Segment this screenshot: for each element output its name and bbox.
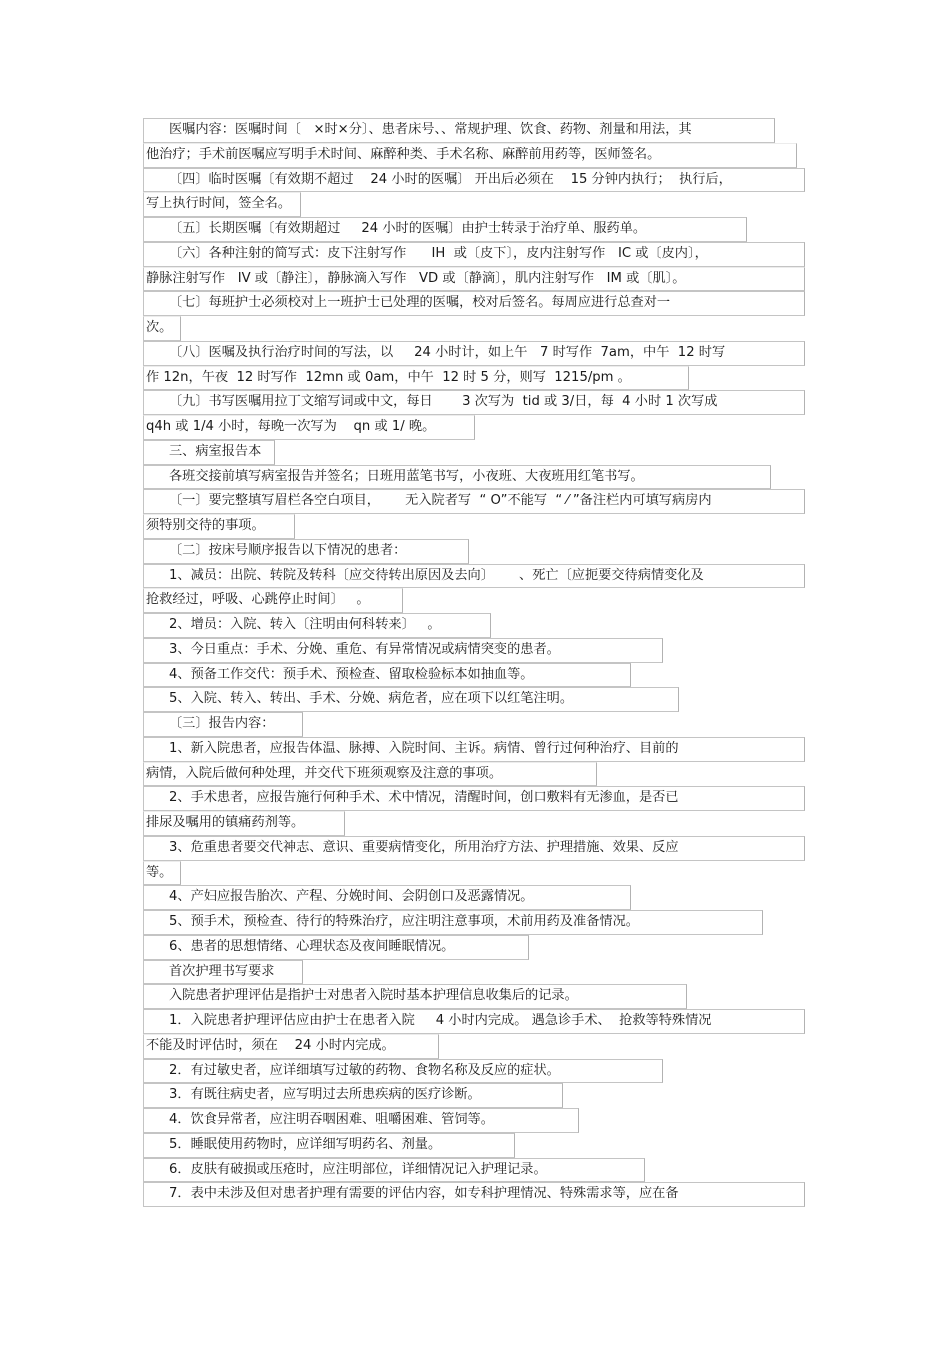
text-line: 〔八〕医嘱及执行治疗时间的写法，以 24 小时计，如上午 7 时写作 7am，中午 12 时写 bbox=[143, 341, 805, 366]
text-line: 4．饮食异常者，应注明吞咽困难、咀嚼困难、管饲等。 bbox=[143, 1108, 579, 1133]
text-line: 〔五〕长期医嘱〔有效期超过 24 小时的医嘱〕由护士转录于治疗单、服药单。 bbox=[143, 217, 747, 242]
text-line: 〔三〕报告内容： bbox=[143, 712, 303, 737]
text-line: 〔六〕各种注射的简写式：皮下注射写作 IH 或〔皮下〕，皮内注射写作 IC 或〔皮内〕， bbox=[143, 242, 805, 267]
text-line: 排尿及嘱用的镇痛药剂等。 bbox=[143, 811, 345, 836]
text-line: 6、患者的思想情绪、心理状态及夜间睡眠情况。 bbox=[143, 935, 529, 960]
text-line: 不能及时评估时，须在 24 小时内完成。 bbox=[143, 1034, 439, 1059]
text-line: 病情，入院后做何种处理，并交代下班须观察及注意的事项。 bbox=[143, 762, 597, 787]
text-line: 作 12n，午夜 12 时写作 12mn 或 0am，中午 12 时 5 分，则写 1215/pm 。 bbox=[143, 366, 689, 391]
text-line: 等。 bbox=[143, 861, 181, 886]
text-line: 首次护理书写要求 bbox=[143, 960, 303, 985]
text-line: 7．表中未涉及但对患者护理有需要的评估内容，如专科护理情况、特殊需求等，应在备 bbox=[143, 1182, 805, 1207]
text-line: 写上执行时间，签全名。 bbox=[143, 192, 301, 217]
text-line: q4h 或 1/4 小时，每晚一次写为 qn 或 1/ 晚。 bbox=[143, 415, 475, 440]
text-line: 须特别交待的事项。 bbox=[143, 514, 295, 539]
text-line: 2．有过敏史者，应详细填写过敏的药物、食物名称及反应的症状。 bbox=[143, 1059, 663, 1084]
text-line: 他治疗；手术前医嘱应写明手术时间、麻醉种类、手术名称、麻醉前用药等，医师签名。 bbox=[143, 143, 797, 168]
text-line: 三、病室报告本 bbox=[143, 440, 275, 465]
text-line: 5、预手术，预检查、待行的特殊治疗，应注明注意事项，术前用药及准备情况。 bbox=[143, 910, 763, 935]
text-line: 1．入院患者护理评估应由护士在患者入院 4 小时内完成。 遇急诊手术、 抢救等特殊情况 bbox=[143, 1009, 805, 1034]
text-line: 4、预备工作交代：预手术、预检查、留取检验标本如抽血等。 bbox=[143, 663, 631, 688]
document-body bbox=[143, 118, 805, 1207]
text-line: 2、增员：入院、转入〔注明由何科转来〕 。 bbox=[143, 613, 491, 638]
text-line: 3、今日重点：手术、分娩、重危、有异常情况或病情突变的患者。 bbox=[143, 638, 663, 663]
text-line: 3、危重患者要交代神志、意识、重要病情变化，所用治疗方法、护理措施、效果、反应 bbox=[143, 836, 805, 861]
text-line: 医嘱内容：医嘱时间〔 ×时×分〕、患者床号、、常规护理、饮食、药物、剂量和用法，其 bbox=[143, 118, 775, 143]
text-line: 抢救经过，呼吸、心跳停止时间〕 。 bbox=[143, 588, 403, 613]
text-line: 各班交接前填写病室报告并签名；日班用蓝笔书写，小夜班、大夜班用红笔书写。 bbox=[143, 465, 771, 490]
text-line: 静脉注射写作 IV 或〔静注〕，静脉滴入写作 VD 或〔静滴〕，肌内注射写作 IM 或〔肌〕。 bbox=[143, 267, 805, 292]
text-line: 入院患者护理评估是指护士对患者入院时基本护理信息收集后的记录。 bbox=[143, 984, 687, 1009]
text-line: 1、新入院患者，应报告体温、脉搏、入院时间、主诉。病情、曾行过何种治疗、目前的 bbox=[143, 737, 805, 762]
text-line: 〔七〕每班护士必须校对上一班护士已处理的医嘱，校对后签名。每周应进行总查对一 bbox=[143, 291, 805, 316]
text-line: 4、产妇应报告胎次、产程、分娩时间、会阴创口及恶露情况。 bbox=[143, 885, 631, 910]
text-line: 〔一〕要完整填写眉栏各空白项目， 无入院者写 “ O”不能写 “ ⁄ ”备注栏内可填写病房内 bbox=[143, 489, 805, 514]
text-line: 〔九〕书写医嘱用拉丁文缩写词或中文，每日 3 次写为 tid 或 3/日，每 4 小时 1 次写成 bbox=[143, 390, 805, 415]
text-line: 2、手术患者，应报告施行何种手术、术中情况，清醒时间，创口敷料有无渗血，是否已 bbox=[143, 786, 805, 811]
text-line: 〔二〕按床号顺序报告以下情况的患者： bbox=[143, 539, 469, 564]
text-line: 1、减员：出院、转院及转科〔应交待转出原因及去向〕 、死亡〔应扼要交待病情变化及 bbox=[143, 564, 805, 589]
text-line: 〔四〕临时医嘱〔有效期不超过 24 小时的医嘱〕 开出后必须在 15 分钟内执行； 执行后， bbox=[143, 168, 805, 193]
text-line: 6．皮肤有破损或压疮时，应注明部位，详细情况记入护理记录。 bbox=[143, 1158, 645, 1183]
text-line: 5．睡眠使用药物时，应详细写明药名、剂量。 bbox=[143, 1133, 515, 1158]
text-line: 次。 bbox=[143, 316, 181, 341]
text-line: 3．有既往病史者，应写明过去所患疾病的医疗诊断。 bbox=[143, 1083, 563, 1108]
text-line: 5、入院、转入、转出、手术、分娩、病危者，应在项下以红笔注明。 bbox=[143, 687, 679, 712]
